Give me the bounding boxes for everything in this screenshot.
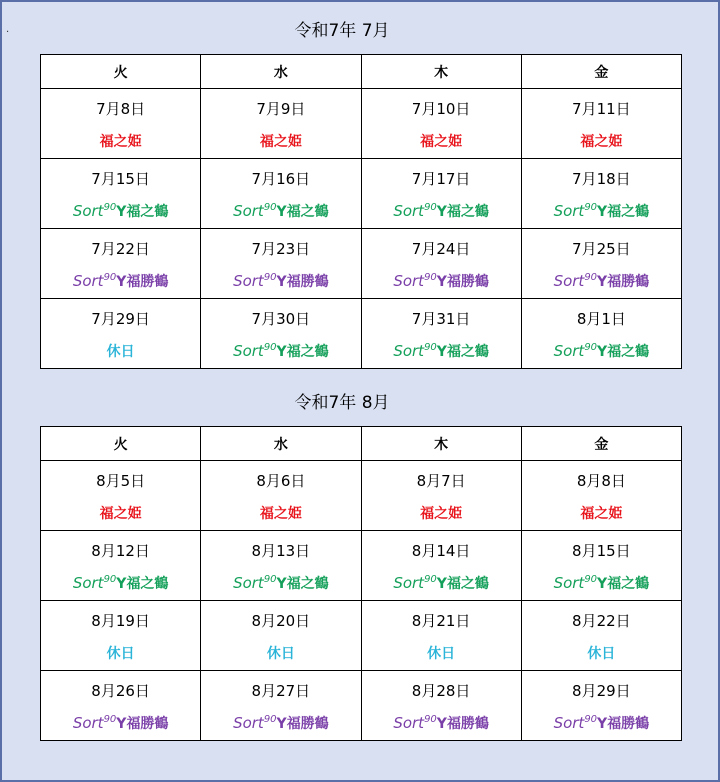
event-sort-sup: 90 <box>103 272 117 283</box>
weekday-header: 金 <box>521 427 681 461</box>
day-date: 7月9日 <box>256 100 306 118</box>
day-date: 7月18日 <box>572 170 631 188</box>
calendar-july <box>40 54 682 369</box>
event-name: 福之鶴 <box>446 204 489 220</box>
event-sort-mid: Y <box>116 274 127 290</box>
event-sort-sup: 90 <box>584 342 598 353</box>
day-event <box>201 131 360 151</box>
day-date: 7月29日 <box>91 310 150 328</box>
day-date: 7月23日 <box>251 240 311 258</box>
event-sort-sup: 90 <box>263 714 277 725</box>
day-date: 8月12日 <box>91 542 150 560</box>
event-sort-label: Sort <box>393 342 425 360</box>
day-date: 7月30日 <box>251 310 311 328</box>
event-sort-mid: Y <box>276 204 287 220</box>
event-sort-sup: 90 <box>424 574 437 585</box>
week-row <box>41 671 682 741</box>
event-name: 福勝鶴 <box>286 274 329 290</box>
day-date: 8月29日 <box>572 682 631 700</box>
event-name: 福之姫 <box>259 506 302 522</box>
day-date: 8月28日 <box>411 682 471 700</box>
day-event <box>362 643 521 663</box>
day-event <box>362 201 521 221</box>
event-sort-label: Sort <box>72 714 104 732</box>
day-date: 8月21日 <box>411 612 471 630</box>
event-name: 福之姫 <box>420 134 463 150</box>
weekday-header: 木 <box>361 427 521 461</box>
event-sort-mid: Y <box>436 576 447 592</box>
day-cell <box>521 89 681 159</box>
day-date: 8月5日 <box>96 472 146 490</box>
event-sort-mid: Y <box>116 204 127 220</box>
event-sort-sup: 90 <box>263 272 277 283</box>
day-cell <box>201 461 361 531</box>
day-date: 8月6日 <box>256 472 306 490</box>
event-name: 休日 <box>587 646 616 662</box>
event-sort-mid: Y <box>276 576 287 592</box>
event-sort-mid: Y <box>597 576 608 592</box>
day-event <box>41 131 200 151</box>
event-sort-mid: Y <box>436 274 447 290</box>
day-event <box>522 573 681 593</box>
event-name: 福之姫 <box>99 506 142 522</box>
day-date: 8月13日 <box>251 542 311 560</box>
event-name: 福勝鶴 <box>126 716 169 732</box>
event-sort-label: Sort <box>233 574 264 592</box>
event-sort-mid: Y <box>436 204 447 220</box>
event-sort-label: Sort <box>553 714 585 732</box>
event-name: 福之姫 <box>420 506 463 522</box>
day-cell <box>41 229 201 299</box>
event-name: 福勝鶴 <box>286 716 329 732</box>
event-name: 休日 <box>106 344 135 360</box>
day-date: 8月15日 <box>572 542 631 560</box>
week-row <box>41 461 682 531</box>
day-event <box>362 271 521 291</box>
day-cell <box>361 299 521 369</box>
event-name: 福之鶴 <box>286 576 329 592</box>
day-event <box>41 341 200 361</box>
day-date: 8月27日 <box>251 682 311 700</box>
week-row <box>41 531 682 601</box>
day-cell <box>361 671 521 741</box>
event-sort-label: Sort <box>233 342 264 360</box>
event-sort-label: Sort <box>233 714 264 732</box>
day-cell <box>361 89 521 159</box>
day-cell <box>521 531 681 601</box>
day-cell <box>521 461 681 531</box>
event-sort-mid: Y <box>436 716 447 732</box>
event-sort-mid: Y <box>276 344 287 360</box>
day-event <box>522 201 681 221</box>
weekday-header: 金 <box>521 55 681 89</box>
event-sort-sup: 90 <box>584 202 598 213</box>
day-date: 7月24日 <box>411 240 471 258</box>
weekday-header: 水 <box>201 55 361 89</box>
day-date: 8月26日 <box>91 682 150 700</box>
day-date: 7月25日 <box>572 240 631 258</box>
day-event <box>41 503 200 523</box>
day-cell <box>361 601 521 671</box>
day-cell <box>201 671 361 741</box>
weekday-header: 水 <box>201 427 361 461</box>
day-event <box>41 271 200 291</box>
event-sort-sup: 90 <box>263 574 277 585</box>
event-sort-sup: 90 <box>263 202 277 213</box>
day-event <box>41 643 200 663</box>
day-date: 8月1日 <box>576 310 626 328</box>
day-event <box>522 271 681 291</box>
day-event <box>201 201 360 221</box>
event-sort-mid: Y <box>597 344 608 360</box>
weekday-header-row <box>41 427 682 461</box>
event-name: 福之姫 <box>580 506 623 522</box>
day-cell <box>361 159 521 229</box>
day-date: 7月15日 <box>91 170 150 188</box>
event-sort-mid: Y <box>116 716 127 732</box>
day-event <box>522 713 681 733</box>
event-name: 福之鶴 <box>446 344 489 360</box>
day-event <box>522 643 681 663</box>
day-date: 8月20日 <box>251 612 311 630</box>
event-sort-label: Sort <box>393 574 425 592</box>
event-name: 福之姫 <box>580 134 623 150</box>
day-cell <box>201 89 361 159</box>
event-name: 福之姫 <box>259 134 302 150</box>
month-title-july: 令和7年 7月 <box>294 21 390 41</box>
event-sort-sup: 90 <box>103 202 117 213</box>
weekday-header-row <box>41 55 682 89</box>
weekday-header: 火 <box>41 427 201 461</box>
event-sort-mid: Y <box>597 204 608 220</box>
event-sort-sup: 90 <box>584 574 598 585</box>
week-row <box>41 159 682 229</box>
day-cell <box>521 229 681 299</box>
day-date: 7月17日 <box>411 170 471 188</box>
day-event <box>201 573 360 593</box>
day-cell <box>41 299 201 369</box>
day-date: 7月11日 <box>572 100 631 118</box>
day-event <box>522 503 681 523</box>
day-cell <box>521 159 681 229</box>
day-event <box>201 503 360 523</box>
day-event <box>362 341 521 361</box>
event-sort-sup: 90 <box>424 342 437 353</box>
day-cell <box>201 531 361 601</box>
day-date: 7月16日 <box>251 170 311 188</box>
event-sort-mid: Y <box>276 716 287 732</box>
event-sort-label: Sort <box>72 574 104 592</box>
weekday-header: 木 <box>361 55 521 89</box>
day-cell <box>361 461 521 531</box>
day-event <box>362 131 521 151</box>
event-sort-label: Sort <box>393 714 425 732</box>
event-sort-label: Sort <box>233 202 264 220</box>
event-name: 福之姫 <box>99 134 142 150</box>
day-date: 7月31日 <box>411 310 471 328</box>
day-date: 8月22日 <box>572 612 631 630</box>
event-sort-label: Sort <box>233 272 264 290</box>
day-cell <box>41 159 201 229</box>
day-date: 8月8日 <box>576 472 626 490</box>
event-name: 福之鶴 <box>607 204 650 220</box>
day-cell <box>361 531 521 601</box>
event-sort-label: Sort <box>393 202 425 220</box>
event-sort-label: Sort <box>72 202 104 220</box>
event-sort-label: Sort <box>553 574 585 592</box>
day-cell <box>201 601 361 671</box>
day-event <box>362 573 521 593</box>
day-event <box>522 131 681 151</box>
event-sort-label: Sort <box>72 272 104 290</box>
day-cell <box>521 299 681 369</box>
day-event <box>201 271 360 291</box>
day-event <box>201 341 360 361</box>
day-cell <box>201 299 361 369</box>
day-cell <box>41 671 201 741</box>
event-sort-sup: 90 <box>424 202 437 213</box>
event-name: 福勝鶴 <box>607 274 650 290</box>
event-sort-mid: Y <box>597 274 608 290</box>
event-name: 福勝鶴 <box>446 716 489 732</box>
day-event <box>201 643 360 663</box>
event-name: 福之鶴 <box>607 344 650 360</box>
day-date: 7月22日 <box>91 240 150 258</box>
event-sort-sup: 90 <box>584 714 598 725</box>
week-row <box>41 229 682 299</box>
day-date: 8月19日 <box>91 612 150 630</box>
day-event <box>201 713 360 733</box>
day-cell <box>41 531 201 601</box>
month-title-august: 令和7年 8月 <box>294 393 390 413</box>
day-date: 7月10日 <box>411 100 471 118</box>
day-cell <box>201 159 361 229</box>
day-event <box>41 573 200 593</box>
day-cell <box>521 671 681 741</box>
event-sort-sup: 90 <box>424 714 437 725</box>
event-name: 福勝鶴 <box>607 716 650 732</box>
week-row <box>41 299 682 369</box>
event-sort-mid: Y <box>116 576 127 592</box>
event-sort-mid: Y <box>276 274 287 290</box>
day-event <box>41 201 200 221</box>
day-cell <box>361 229 521 299</box>
event-name: 福之鶴 <box>286 204 329 220</box>
event-sort-label: Sort <box>553 342 585 360</box>
event-sort-sup: 90 <box>263 342 277 353</box>
event-sort-label: Sort <box>393 272 425 290</box>
day-date: 8月14日 <box>411 542 471 560</box>
event-name: 福之鶴 <box>126 204 169 220</box>
day-date: 8月7日 <box>416 472 466 490</box>
day-event <box>362 503 521 523</box>
day-cell <box>41 89 201 159</box>
day-event <box>362 713 521 733</box>
week-row <box>41 89 682 159</box>
calendar-august <box>40 426 682 741</box>
event-name: 福之鶴 <box>446 576 489 592</box>
day-cell <box>41 461 201 531</box>
event-sort-mid: Y <box>597 716 608 732</box>
event-name: 福之鶴 <box>126 576 169 592</box>
event-sort-sup: 90 <box>584 272 598 283</box>
day-cell <box>41 601 201 671</box>
event-name: 休日 <box>427 646 456 662</box>
event-sort-mid: Y <box>436 344 447 360</box>
day-cell <box>521 601 681 671</box>
day-cell <box>201 229 361 299</box>
event-sort-sup: 90 <box>103 714 117 725</box>
event-name: 福勝鶴 <box>126 274 169 290</box>
event-name: 福之鶴 <box>286 344 329 360</box>
week-row <box>41 601 682 671</box>
event-name: 福勝鶴 <box>446 274 489 290</box>
corner-dot: . <box>6 24 10 35</box>
day-event <box>41 713 200 733</box>
weekday-header: 火 <box>41 55 201 89</box>
event-name: 休日 <box>266 646 295 662</box>
event-sort-sup: 90 <box>103 574 117 585</box>
event-name: 休日 <box>106 646 135 662</box>
event-sort-sup: 90 <box>424 272 437 283</box>
event-sort-label: Sort <box>553 272 585 290</box>
event-sort-label: Sort <box>553 202 585 220</box>
day-date: 7月8日 <box>96 100 146 118</box>
event-name: 福之鶴 <box>607 576 650 592</box>
day-event <box>522 341 681 361</box>
